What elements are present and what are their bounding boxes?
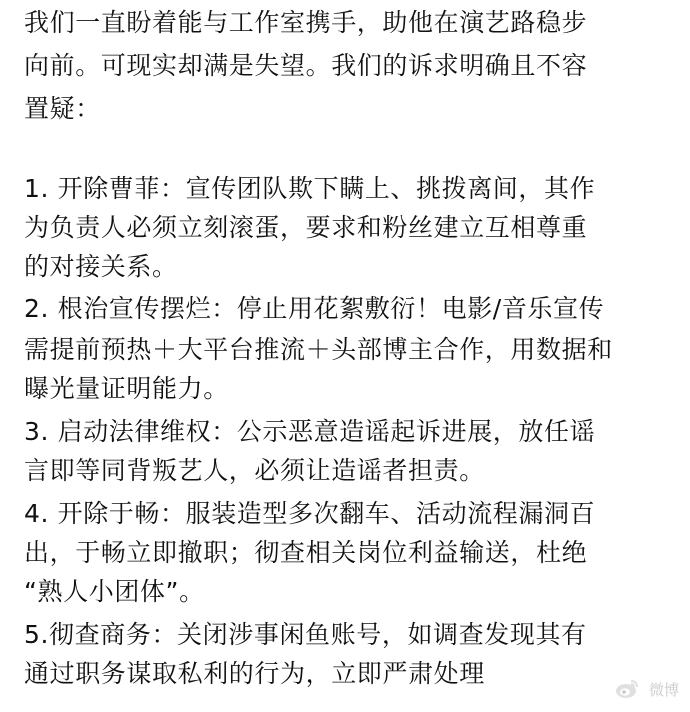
post-line: 1. 开除曹菲：宣传团队欺下瞒上、挑拨离间，其作	[24, 174, 596, 203]
post-line: 出，于畅立即撤职；彻查相关岗位利益输送，杜绝	[24, 538, 588, 567]
post-line: 5.彻查商务：关闭涉事闲鱼账号，如调查发现其有	[24, 620, 587, 649]
post-line: 2. 根治宣传摆烂：停止用花絮敷衍！电影/音乐宣传	[24, 294, 605, 323]
watermark-text: 微博	[646, 679, 682, 700]
post-line: 3. 启动法律维权：公示恶意造谣起诉进展，放任谣	[24, 417, 596, 446]
post-line: 置疑：	[24, 94, 101, 123]
weibo-logo-icon	[614, 676, 640, 702]
weibo-watermark	[614, 676, 682, 702]
post-line: “熟人小团体”。	[24, 577, 205, 606]
post-line: 需提前预热＋大平台推流＋头部博主合作，用数据和	[24, 335, 613, 364]
post-line: 曝光量证明能力。	[24, 374, 229, 403]
post-line: 我们一直盼着能与工作室携手，助他在演艺路稳步	[24, 8, 588, 37]
post-line: 通过职务谋取私利的行为，立即严肃处理	[24, 659, 485, 688]
post-line: 为负责人必须立刻滚蛋，要求和粉丝建立互相尊重	[24, 213, 588, 242]
post-line: 言即等同背叛艺人，必须让造谣者担责。	[24, 456, 485, 485]
post-line: 4. 开除于畅：服装造型多次翻车、活动流程漏洞百	[24, 499, 596, 528]
post-line: 的对接关系。	[24, 252, 178, 281]
post-line: 向前。可现实却满是失望。我们的诉求明确且不容	[24, 51, 588, 80]
